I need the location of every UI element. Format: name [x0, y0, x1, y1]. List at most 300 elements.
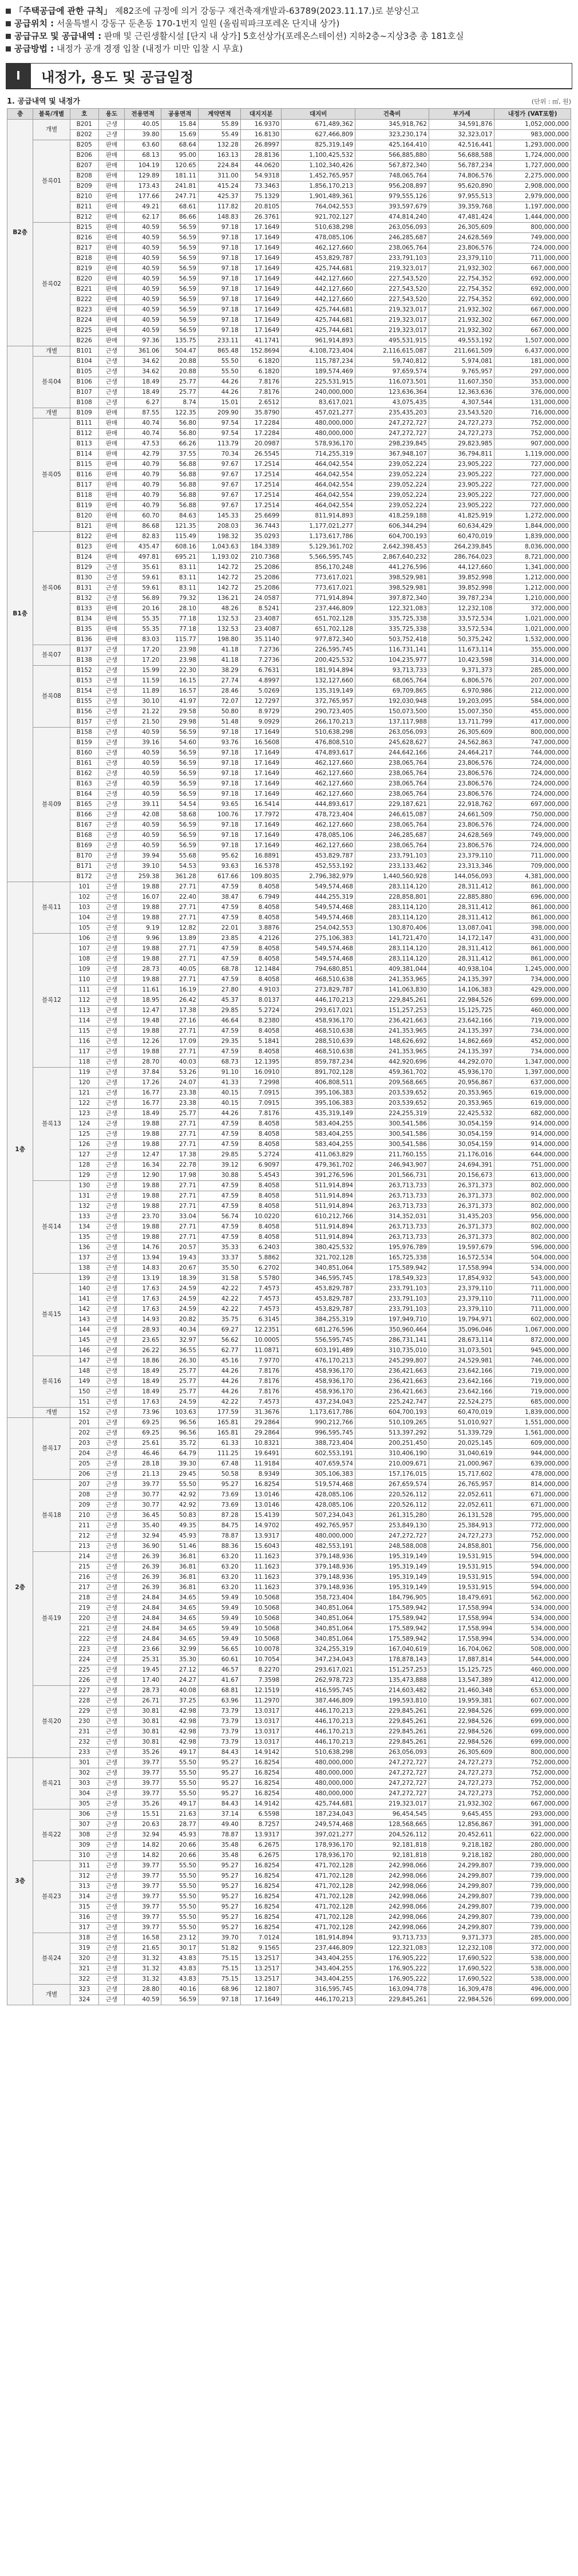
- use-cell: 근생: [98, 1954, 124, 1964]
- unit-cell: B223: [70, 305, 98, 315]
- contract-area-cell: 93.63: [198, 862, 240, 872]
- building-price-cell: 314,352,031: [355, 1212, 429, 1222]
- use-cell: 근생: [98, 1315, 124, 1325]
- land-share-cell: 9.0929: [240, 717, 282, 728]
- building-price-cell: 238,065,764: [355, 243, 429, 254]
- building-price-cell: 211,760,155: [355, 1150, 429, 1160]
- vat-cell: 26,305,609: [429, 223, 494, 233]
- total-cell: 508,000,000: [494, 1645, 571, 1655]
- land-share-cell: 11.1623: [240, 1562, 282, 1573]
- land-price-cell: 395,106,383: [282, 1099, 355, 1109]
- table-row: [7, 1397, 571, 1408]
- building-price-cell: 184,796,905: [355, 1593, 429, 1603]
- total-cell: 1,197,000,000: [494, 202, 571, 212]
- total-cell: 746,000,000: [494, 1356, 571, 1366]
- block-cell: 개별: [33, 346, 70, 357]
- total-cell: 1,245,000,000: [494, 965, 571, 975]
- land-share-cell: 16.8254: [240, 1913, 282, 1923]
- land-share-cell: 6.7631: [240, 666, 282, 676]
- land-price-cell: 343,404,255: [282, 1954, 355, 1964]
- contract-area-cell: 47.59: [198, 1222, 240, 1232]
- vat-cell: 15,125,725: [429, 1665, 494, 1676]
- shared-area-cell: 25.77: [161, 1366, 198, 1377]
- building-price-cell: 241,353,965: [355, 1047, 429, 1057]
- use-cell: 판매: [98, 315, 124, 326]
- land-share-cell: 5.5780: [240, 1274, 282, 1284]
- total-cell: 739,000,000: [494, 1923, 571, 1933]
- land-share-cell: 5.8862: [240, 1253, 282, 1263]
- shared-area-cell: 20.57: [161, 1243, 198, 1253]
- building-price-cell: 300,541,586: [355, 1140, 429, 1150]
- total-cell: 699,000,000: [494, 1995, 571, 2005]
- unit-cell: B209: [70, 181, 98, 192]
- shared-area-cell: 56.88: [161, 501, 198, 511]
- unit-cell: B135: [70, 625, 98, 635]
- table-row: [7, 573, 571, 583]
- building-price-cell: 203,539,652: [355, 1088, 429, 1099]
- building-price-cell: 130,870,406: [355, 923, 429, 934]
- contract-area-cell: 29.35: [198, 1037, 240, 1047]
- building-price-cell: 1,440,560,928: [355, 872, 429, 882]
- total-cell: 431,000,000: [494, 934, 571, 944]
- unit-cell: B226: [70, 336, 98, 346]
- table-row: [7, 1779, 571, 1789]
- vat-cell: 23,379,110: [429, 851, 494, 862]
- use-cell: 근생: [98, 1902, 124, 1913]
- table-row: [7, 985, 571, 995]
- contract-area-cell: 97.67: [198, 501, 240, 511]
- exclusive-area-cell: 19.88: [125, 1129, 161, 1140]
- unit-cell: 127: [70, 1150, 98, 1160]
- land-share-cell: 8.7257: [240, 1820, 282, 1830]
- contract-area-cell: 97.18: [198, 841, 240, 851]
- shared-area-cell: 41.97: [161, 697, 198, 707]
- land-price-cell: 200,425,532: [282, 655, 355, 666]
- exclusive-area-cell: 12.26: [125, 1037, 161, 1047]
- unit-cell: 104: [70, 913, 98, 923]
- vat-cell: 6,970,986: [429, 686, 494, 697]
- total-cell: 696,000,000: [494, 892, 571, 903]
- building-price-cell: 192,030,948: [355, 697, 429, 707]
- shared-area-cell: 56.59: [161, 285, 198, 295]
- shared-area-cell: 24.59: [161, 1284, 198, 1294]
- shared-area-cell: 56.59: [161, 728, 198, 738]
- exclusive-area-cell: 69.25: [125, 1428, 161, 1439]
- land-share-cell: 54.9318: [240, 171, 282, 181]
- table-row: [7, 965, 571, 975]
- subsection-title: 1. 공급내역 및 내정가: [7, 97, 81, 106]
- table-header-row: [7, 109, 571, 120]
- contract-area-cell: 47.59: [198, 1202, 240, 1212]
- use-cell: 근생: [98, 666, 124, 676]
- exclusive-area-cell: 39.11: [125, 800, 161, 810]
- exclusive-area-cell: 28.93: [125, 1325, 161, 1336]
- vat-cell: 21,932,302: [429, 315, 494, 326]
- table-row: [7, 707, 571, 717]
- table-row: [7, 1325, 571, 1336]
- total-cell: 412,000,000: [494, 1676, 571, 1686]
- land-share-cell: 35.8790: [240, 408, 282, 418]
- unit-cell: B165: [70, 800, 98, 810]
- exclusive-area-cell: 49.21: [125, 202, 161, 212]
- exclusive-area-cell: 39.77: [125, 1892, 161, 1902]
- block-cell: 블록04: [33, 357, 70, 408]
- total-cell: 355,000,000: [494, 645, 571, 655]
- land-share-cell: 16.8254: [240, 1892, 282, 1902]
- total-cell: 1,444,000,000: [494, 212, 571, 223]
- total-cell: 478,000,000: [494, 1469, 571, 1480]
- exclusive-area-cell: 13.19: [125, 1274, 161, 1284]
- contract-area-cell: 15.01: [198, 398, 240, 408]
- land-share-cell: 16.8891: [240, 851, 282, 862]
- total-cell: 594,000,000: [494, 1562, 571, 1573]
- shared-area-cell: 36.55: [161, 1346, 198, 1356]
- unit-cell: 220: [70, 1614, 98, 1624]
- building-price-cell: 137,117,988: [355, 717, 429, 728]
- land-price-cell: 446,170,213: [282, 1706, 355, 1717]
- unit-cell: 114: [70, 1016, 98, 1026]
- land-share-cell: 25.2086: [240, 563, 282, 573]
- contract-area-cell: 75.15: [198, 1964, 240, 1974]
- land-price-cell: 406,808,511: [282, 1078, 355, 1088]
- contract-area-cell: 95.62: [198, 851, 240, 862]
- building-price-cell: 242,998,066: [355, 1871, 429, 1882]
- contract-area-cell: 23.85: [198, 934, 240, 944]
- header-shared-area: 공용면적: [161, 109, 198, 120]
- exclusive-area-cell: 40.59: [125, 1995, 161, 2005]
- use-cell: 근생: [98, 1840, 124, 1851]
- land-price-cell: 651,702,128: [282, 614, 355, 625]
- unit-cell: 135: [70, 1232, 98, 1243]
- table-row: [7, 1253, 571, 1263]
- land-share-cell: 23.4087: [240, 625, 282, 635]
- unit-cell: 218: [70, 1593, 98, 1603]
- land-share-cell: 17.2514: [240, 460, 282, 470]
- shared-area-cell: 28.10: [161, 604, 198, 614]
- building-price-cell: 367,948,107: [355, 449, 429, 460]
- land-price-cell: 83,617,021: [282, 398, 355, 408]
- contract-area-cell: 35.48: [198, 1840, 240, 1851]
- total-cell: 212,000,000: [494, 686, 571, 697]
- total-cell: 538,000,000: [494, 1954, 571, 1964]
- contract-area-cell: 39.12: [198, 1160, 240, 1171]
- block-cell: 블록19: [33, 1552, 70, 1686]
- shared-area-cell: 27.71: [161, 1119, 198, 1129]
- unit-cell: 315: [70, 1902, 98, 1913]
- land-price-cell: 416,595,745: [282, 1686, 355, 1696]
- shared-area-cell: 504.47: [161, 346, 198, 357]
- exclusive-area-cell: 31.32: [125, 1964, 161, 1974]
- land-share-cell: 17.1649: [240, 820, 282, 831]
- shared-area-cell: 40.16: [161, 1985, 198, 1995]
- contract-area-cell: 42.22: [198, 1294, 240, 1305]
- exclusive-area-cell: 19.88: [125, 903, 161, 913]
- land-price-cell: 891,702,128: [282, 1068, 355, 1078]
- shared-area-cell: 56.88: [161, 480, 198, 491]
- shared-area-cell: 115.49: [161, 532, 198, 542]
- shared-area-cell: 16.19: [161, 985, 198, 995]
- table-row: [7, 1892, 571, 1902]
- building-price-cell: 141,063,830: [355, 985, 429, 995]
- table-row: [7, 738, 571, 748]
- unit-cell: 305: [70, 1799, 98, 1809]
- vat-cell: 22,918,762: [429, 800, 494, 810]
- land-share-cell: 7.8176: [240, 1377, 282, 1387]
- use-cell: 근생: [98, 1789, 124, 1799]
- land-price-cell: 458,936,170: [282, 1366, 355, 1377]
- land-price-cell: 856,170,248: [282, 563, 355, 573]
- shared-area-cell: 40.34: [161, 1325, 198, 1336]
- building-price-cell: 2,642,398,453: [355, 542, 429, 552]
- land-share-cell: 17.1649: [240, 274, 282, 285]
- exclusive-area-cell: 68.13: [125, 151, 161, 161]
- shared-area-cell: 20.67: [161, 1263, 198, 1274]
- land-share-cell: 20.8105: [240, 202, 282, 212]
- total-cell: 372,000,000: [494, 1943, 571, 1954]
- building-price-cell: 175,589,942: [355, 1263, 429, 1274]
- contract-area-cell: 1,043.63: [198, 542, 240, 552]
- contract-area-cell: 95.27: [198, 1913, 240, 1923]
- unit-cell: 109: [70, 965, 98, 975]
- total-cell: 1,561,000,000: [494, 1428, 571, 1439]
- vat-cell: 23,806,576: [429, 243, 494, 254]
- unit-cell: B159: [70, 738, 98, 748]
- contract-area-cell: 97.67: [198, 480, 240, 491]
- use-cell: 판매: [98, 511, 124, 521]
- land-share-cell: 5.1841: [240, 1037, 282, 1047]
- table-row: [7, 995, 571, 1006]
- total-cell: 1,293,000,000: [494, 140, 571, 151]
- table-row: [7, 532, 571, 542]
- land-price-cell: 510,638,298: [282, 223, 355, 233]
- land-share-cell: 13.2517: [240, 1964, 282, 1974]
- total-cell: 711,000,000: [494, 1294, 571, 1305]
- contract-area-cell: 33.37: [198, 1253, 240, 1263]
- unit-cell: B169: [70, 841, 98, 851]
- vat-cell: 24,727,273: [429, 1758, 494, 1768]
- building-price-cell: 233,791,103: [355, 1284, 429, 1294]
- supply-table: [7, 108, 571, 2005]
- contract-area-cell: 95.27: [198, 1758, 240, 1768]
- contract-area-cell: 37.14: [198, 1809, 240, 1820]
- land-share-cell: 13.0317: [240, 1717, 282, 1727]
- contract-area-cell: 44.26: [198, 1387, 240, 1397]
- land-price-cell: 379,148,936: [282, 1562, 355, 1573]
- vat-cell: 56,787,234: [429, 161, 494, 171]
- exclusive-area-cell: 17.20: [125, 655, 161, 666]
- total-cell: 716,000,000: [494, 408, 571, 418]
- land-price-cell: 225,531,915: [282, 377, 355, 388]
- building-price-cell: 195,319,149: [355, 1583, 429, 1593]
- vat-cell: 24,299,807: [429, 1892, 494, 1902]
- unit-cell: 212: [70, 1531, 98, 1542]
- land-price-cell: 471,702,128: [282, 1902, 355, 1913]
- exclusive-area-cell: 30.81: [125, 1717, 161, 1727]
- vat-cell: 25,384,913: [429, 1521, 494, 1531]
- exclusive-area-cell: 28.70: [125, 1057, 161, 1068]
- shared-area-cell: 23.98: [161, 655, 198, 666]
- vat-cell: 11,607,350: [429, 377, 494, 388]
- contract-area-cell: 41.67: [198, 1676, 240, 1686]
- land-price-cell: 480,000,000: [282, 1768, 355, 1779]
- building-price-cell: 128,568,665: [355, 1820, 429, 1830]
- total-cell: 727,000,000: [494, 480, 571, 491]
- total-cell: 802,000,000: [494, 1232, 571, 1243]
- land-share-cell: 13.0317: [240, 1737, 282, 1748]
- contract-area-cell: 233.11: [198, 336, 240, 346]
- contract-area-cell: 78.87: [198, 1531, 240, 1542]
- land-share-cell: 17.1649: [240, 315, 282, 326]
- vat-cell: 16,572,534: [429, 1253, 494, 1263]
- table-row: [7, 934, 571, 944]
- contract-area-cell: 97.18: [198, 285, 240, 295]
- land-share-cell: 14.9142: [240, 1748, 282, 1758]
- unit-cell: B220: [70, 274, 98, 285]
- land-price-cell: 453,829,787: [282, 1305, 355, 1315]
- table-row: [7, 666, 571, 676]
- vat-cell: 24,299,807: [429, 1882, 494, 1892]
- exclusive-area-cell: 21.22: [125, 707, 161, 717]
- contract-area-cell: 63.20: [198, 1562, 240, 1573]
- land-price-cell: 468,510,638: [282, 1026, 355, 1037]
- vat-cell: 24,727,273: [429, 1789, 494, 1799]
- total-cell: 609,000,000: [494, 1439, 571, 1449]
- shared-area-cell: 32.97: [161, 1336, 198, 1346]
- table-row: [7, 1408, 571, 1418]
- exclusive-area-cell: 32.94: [125, 1531, 161, 1542]
- land-price-cell: 178,936,170: [282, 1840, 355, 1851]
- exclusive-area-cell: 16.77: [125, 1088, 161, 1099]
- total-cell: 734,000,000: [494, 1026, 571, 1037]
- unit-cell: B130: [70, 573, 98, 583]
- building-price-cell: 441,276,596: [355, 563, 429, 573]
- building-price-cell: 210,009,671: [355, 1459, 429, 1469]
- vat-cell: 26,371,373: [429, 1232, 494, 1243]
- land-share-cell: 7.0915: [240, 1099, 282, 1109]
- building-price-cell: 97,659,574: [355, 367, 429, 377]
- exclusive-area-cell: 24.84: [125, 1603, 161, 1614]
- total-cell: 1,212,000,000: [494, 573, 571, 583]
- exclusive-area-cell: 11.61: [125, 985, 161, 995]
- land-price-cell: 288,510,639: [282, 1037, 355, 1047]
- use-cell: 근생: [98, 1861, 124, 1871]
- table-row: [7, 1202, 571, 1212]
- vat-cell: 39,852,998: [429, 573, 494, 583]
- use-cell: 근생: [98, 1150, 124, 1160]
- use-cell: 근생: [98, 975, 124, 985]
- exclusive-area-cell: 173.43: [125, 181, 161, 192]
- vat-cell: 28,673,114: [429, 1336, 494, 1346]
- exclusive-area-cell: 30.81: [125, 1706, 161, 1717]
- contract-area-cell: 73.69: [198, 1500, 240, 1511]
- total-cell: 697,000,000: [494, 800, 571, 810]
- shared-area-cell: 58.68: [161, 810, 198, 820]
- total-cell: 644,000,000: [494, 1150, 571, 1160]
- shared-area-cell: 23.98: [161, 645, 198, 655]
- land-price-cell: 464,042,554: [282, 470, 355, 480]
- use-cell: 근생: [98, 1511, 124, 1521]
- table-row: [7, 1140, 571, 1150]
- building-price-cell: 163,094,778: [355, 1985, 429, 1995]
- building-price-cell: 425,164,410: [355, 140, 429, 151]
- land-share-cell: 152.8694: [240, 346, 282, 357]
- contract-area-cell: 132.28: [198, 140, 240, 151]
- exclusive-area-cell: 40.59: [125, 831, 161, 841]
- vat-cell: 34,591,876: [429, 120, 494, 130]
- header-building-price: 건축비: [355, 109, 429, 120]
- vat-cell: 23,806,576: [429, 789, 494, 800]
- building-price-cell: 503,752,418: [355, 635, 429, 645]
- table-row: [7, 1923, 571, 1933]
- vat-cell: 24,661,509: [429, 810, 494, 820]
- shared-area-cell: 24.07: [161, 1078, 198, 1088]
- unit-cell: 120: [70, 1078, 98, 1088]
- notice-label: 공급규모 및 공급내역 :: [14, 31, 102, 41]
- block-cell: 블록21: [33, 1758, 70, 1809]
- vat-cell: 19,531,915: [429, 1562, 494, 1573]
- use-cell: 근생: [98, 820, 124, 831]
- building-price-cell: 604,700,193: [355, 532, 429, 542]
- contract-area-cell: 97.18: [198, 758, 240, 769]
- total-cell: 752,000,000: [494, 429, 571, 439]
- total-cell: 861,000,000: [494, 944, 571, 954]
- use-cell: 판매: [98, 614, 124, 625]
- unit-cell: B137: [70, 645, 98, 655]
- land-price-cell: 478,723,404: [282, 810, 355, 820]
- unit-cell: B116: [70, 470, 98, 480]
- use-cell: 근생: [98, 1748, 124, 1758]
- land-price-cell: 181,914,894: [282, 666, 355, 676]
- unit-cell: 101: [70, 882, 98, 892]
- total-cell: 667,000,000: [494, 326, 571, 336]
- shared-area-cell: 22.78: [161, 1160, 198, 1171]
- shared-area-cell: 53.26: [161, 1068, 198, 1078]
- total-cell: 667,000,000: [494, 264, 571, 274]
- exclusive-area-cell: 17.40: [125, 1676, 161, 1686]
- vat-cell: 23,905,222: [429, 460, 494, 470]
- block-cell: 개별: [33, 1985, 70, 2005]
- land-share-cell: 44.0620: [240, 161, 282, 171]
- exclusive-area-cell: 18.49: [125, 1377, 161, 1387]
- land-price-cell: 275,106,383: [282, 934, 355, 944]
- block-cell: 개별: [33, 408, 70, 418]
- contract-area-cell: 47.59: [198, 903, 240, 913]
- land-share-cell: 17.1649: [240, 254, 282, 264]
- land-share-cell: 14.9142: [240, 1799, 282, 1809]
- use-cell: 판매: [98, 151, 124, 161]
- use-cell: 근생: [98, 1191, 124, 1202]
- land-share-cell: 8.4058: [240, 1026, 282, 1037]
- contract-area-cell: 68.78: [198, 965, 240, 975]
- vat-cell: 12,856,867: [429, 1820, 494, 1830]
- land-price-cell: 479,361,702: [282, 1160, 355, 1171]
- total-cell: 460,000,000: [494, 1665, 571, 1676]
- shared-area-cell: 56.59: [161, 243, 198, 254]
- land-price-cell: 425,744,681: [282, 326, 355, 336]
- exclusive-area-cell: 21.65: [125, 1943, 161, 1954]
- use-cell: 근생: [98, 728, 124, 738]
- table-row: [7, 1706, 571, 1717]
- shared-area-cell: 29.45: [161, 1469, 198, 1480]
- table-row: [7, 449, 571, 460]
- exclusive-area-cell: 39.77: [125, 1758, 161, 1768]
- total-cell: 584,000,000: [494, 697, 571, 707]
- use-cell: 근생: [98, 1943, 124, 1954]
- exclusive-area-cell: 59.61: [125, 573, 161, 583]
- land-share-cell: 17.1649: [240, 223, 282, 233]
- vat-cell: 17,690,522: [429, 1954, 494, 1964]
- unit-cell: 126: [70, 1140, 98, 1150]
